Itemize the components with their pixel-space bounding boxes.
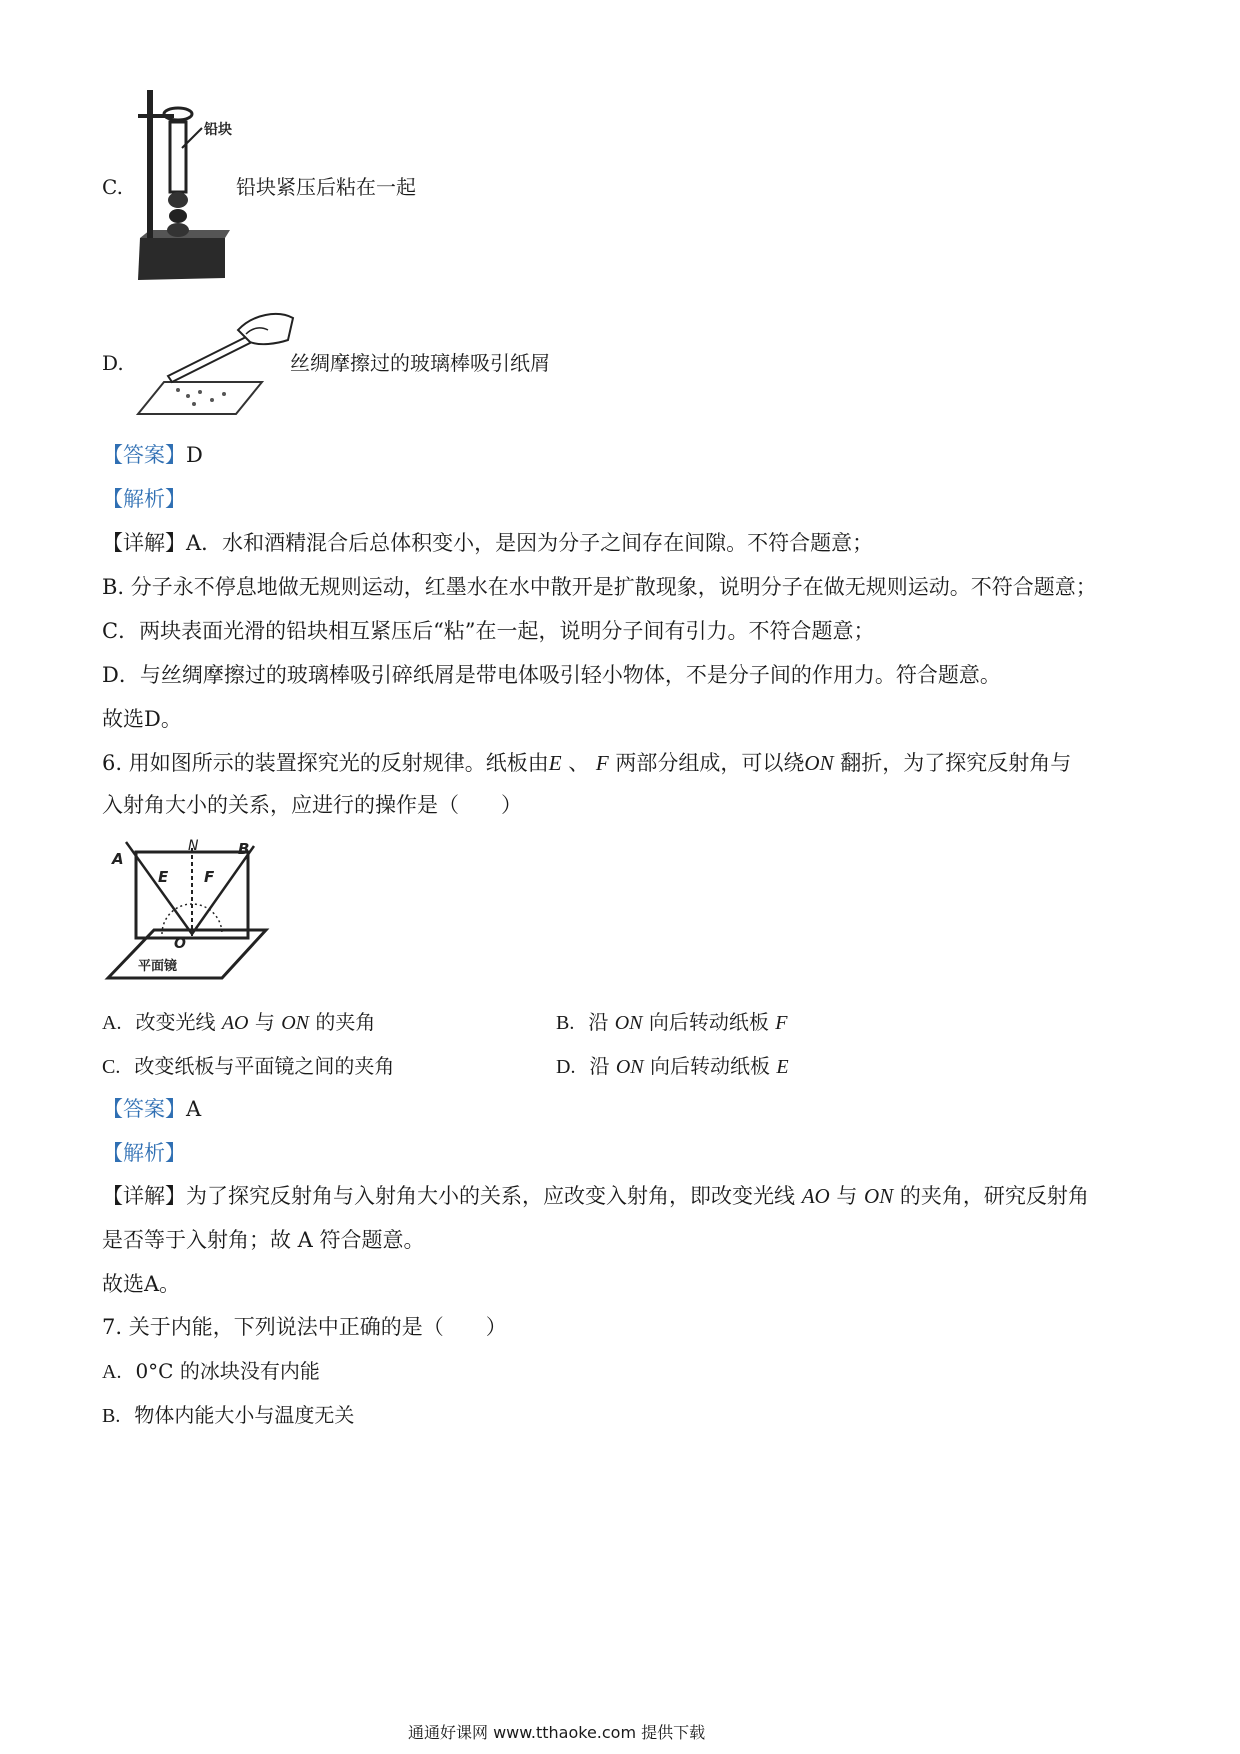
svg-text:平面镜: 平面镜 [138,959,178,974]
reflection-apparatus-figure [104,838,274,988]
q5-choice: 故选D。 [102,707,182,731]
option-d-label: D. [102,351,124,375]
svg-text:B: B [238,840,250,858]
q5-detail-d: D．与丝绸摩擦过的玻璃棒吸引碎纸屑是带电体吸引轻小物体，不是分子间的作用力。符合题意。 [102,663,1001,687]
q5-analysis-tag: 【解析】 [102,487,186,511]
q6-option-b[interactable]: B. 沿 ON 向后转动纸板 F [556,1010,788,1034]
q7-option-b[interactable]: B. 物体内能大小与温度无关 [102,1403,355,1427]
q6-stem-line2: 入射角大小的关系，应进行的操作是（ ） [102,793,522,817]
lead-block-label: 铅块 [204,122,232,138]
option-d-text: 丝绸摩擦过的玻璃棒吸引纸屑 [290,351,550,375]
answer-tag: 【答案】 [102,443,186,467]
svg-text:A: A [112,850,124,868]
svg-text:E: E [158,868,169,886]
q6-detail-line2: 是否等于入射角；故 A 符合题意。 [102,1228,425,1252]
glass-rod-figure [128,300,298,422]
q7-option-a[interactable]: A. 0°C 的冰块没有内能 [102,1359,320,1383]
q6-answer: 【答案】A [102,1097,202,1121]
q7-stem: 7. 关于内能，下列说法中正确的是（ ） [102,1315,507,1339]
q5-answer: 【答案】D [102,443,203,467]
q6-detail-line1: 【详解】为了探究反射角与入射角大小的关系，应改变入射角，即改变光线 AO 与 ON 的夹角，研究反射角 [102,1184,1089,1208]
page-footer: 通通好课网 www.tthaoke.com 提供下载 [408,1723,706,1742]
q6-option-a[interactable]: A. 改变光线 AO 与 ON 的夹角 [102,1010,376,1034]
q5-detail-a: 【详解】A．水和酒精混合后总体积变小，是因为分子之间存在间隙。不符合题意； [102,531,874,555]
q5-detail-c: C．两块表面光滑的铅块相互紧压后“粘”在一起，说明分子间有引力。不符合题意； [102,619,875,643]
q6-option-d[interactable]: D. 沿 ON 向后转动纸板 E [556,1054,789,1078]
q6-option-c[interactable]: C. 改变纸板与平面镜之间的夹角 [102,1054,395,1078]
q6-choice: 故选A。 [102,1272,181,1296]
svg-text:O: O [174,936,186,952]
q6-stem-line1: 6. 用如图所示的装置探究光的反射规律。纸板由E 、 F 两部分组成，可以绕ON 翻折，为了探究反射角与 [102,751,1072,775]
q6-analysis-tag: 【解析】 [102,1141,186,1165]
svg-text:N: N [188,838,199,854]
option-c-text: 铅块紧压后粘在一起 [236,175,416,199]
q5-detail-b: B. 分子永不停息地做无规则运动，红墨水在水中散开是扩散现象，说明分子在做无规则运动。不符合题意； [102,575,1097,599]
answer-tag: 【答案】 [102,1097,186,1121]
option-c-label: C. [102,175,123,199]
svg-text:F: F [204,868,215,886]
